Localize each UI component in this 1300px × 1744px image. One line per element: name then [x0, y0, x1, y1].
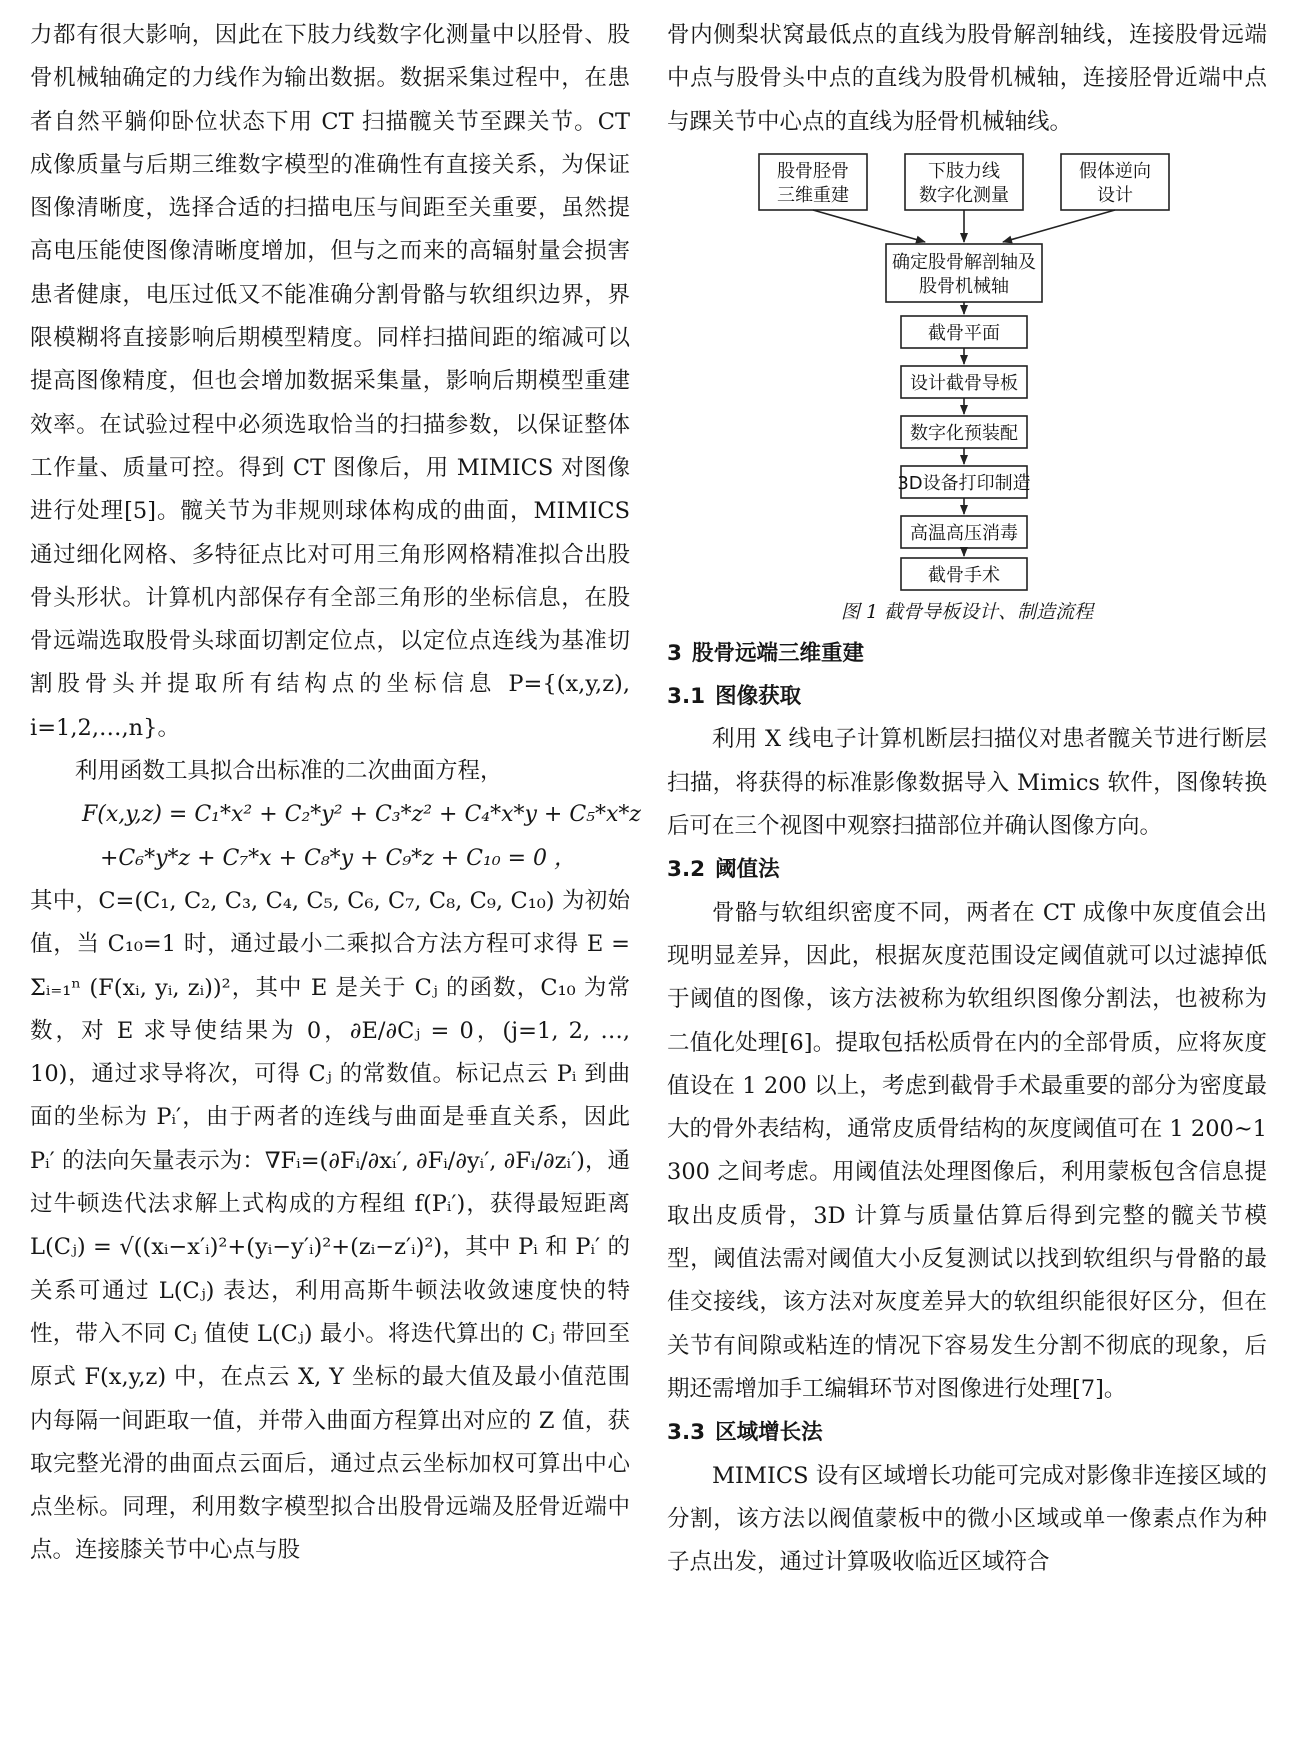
section-number: 3.1: [667, 684, 706, 710]
flow-step-osteotomy-plane: [901, 316, 1027, 348]
left-paragraph-3: 其中，C=(C₁, C₂, C₃, C₄, C₅, C₆, C₇, C₈, C₉, C₁₀) 为初始值，当 C₁₀=1 时，通过最小二乘拟合方法方程可求得 E = Σᵢ₌₁ⁿ (F(xᵢ, yᵢ, zᵢ))²，其中 E 是关于 Cⱼ 的函数，C₁₀ 为常数，对 E 求导使结果为 0，∂E/∂Cⱼ = 0，(j=1, 2, …, 10)，通过求导将次，可得 Cⱼ 的常数值。标记点云 Pᵢ 到曲面的坐标为 Pᵢ′，由于两者的连线与曲面是垂直关系，因此 Pᵢ′ 的法向矢量表示为：∇Fᵢ=(∂Fᵢ/∂xᵢ′, ∂Fᵢ/∂yᵢ′, ∂Fᵢ/∂zᵢ′)，通过牛顿迭代法求解上式构成的方程组 f(Pᵢ′)，获得最短距离 L(Cⱼ) = √((xᵢ−x′ᵢ)²+(yᵢ−y′ᵢ)²+(zᵢ−z′ᵢ)²)，其中 Pᵢ 和 Pᵢ′ 的关系可通过 L(Cⱼ) 表达，利用高斯牛顿法收敛速度快的特性，带入不同 Cⱼ 值使 L(Cⱼ) 最小。将迭代算出的 Cⱼ 带回至原式 F(x,y,z) 中，在点云 X, Y 坐标的最大值及最小值范围内每隔一间距取一值，并带入曲面方程算出对应的 Z 值，获取完整光滑的曲面点云面后，通过点云坐标加权可算出中心点坐标。同理，利用数字模型拟合出股骨远端及胫骨近端中点。连接膝关节中心点与股: [30, 887, 630, 1564]
flow-step-sterilization: [901, 516, 1027, 548]
section-3-1-text: 利用 X 线电子计算机断层扫描仪对患者髋关节进行断层扫描，将获得的标准影像数据导入 Mimics 软件，图像转换后可在三个视图中观察扫描部位并确认图像方向。: [667, 726, 1267, 840]
flow-step-label: 高温高压消毒: [910, 522, 1018, 544]
section-3-3-text: MIMICS 设有区域增长功能可完成对影像非连接区域的分割，该方法以阀值蒙板中的微小区域或单一像素点作为种子点出发，通过计算吸收临近区域符合: [667, 1462, 1267, 1576]
flow-box-label: 设计: [1097, 184, 1133, 206]
flow-step-label: 数字化预装配: [910, 422, 1018, 444]
section-number: 3.3: [667, 1420, 706, 1446]
right-paragraph-1: 骨内侧梨状窝最低点的直线为股骨解剖轴线，连接股骨远端中点与股骨头中点的直线为股骨机械轴，连接胫骨近端中点与踝关节中心点的直线为胫骨机械轴线。: [667, 22, 1267, 135]
flowchart-figure: [747, 152, 1187, 592]
section-3-2-text: 骨骼与软组织密度不同，两者在 CT 成像中灰度值会出现明显差异，因此，根据灰度范围设定阈值就可以过滤掉低于阈值的图像，该方法被称为软组织图像分割法，也被称为二值化处理[6]。提取包括松质骨在内的全部骨质，应将灰度值设在 1 200 以上，考虑到截骨手术最重要的部分为密度最大的骨外表结构，通常皮质骨结构的灰度阈值可在 1 200~1 300 之间考虑。用阈值法处理图像后，利用蒙板包含信息提取出皮质骨，3D 计算与质量估算后得到完整的髋关节模型，阈值法需对阈值大小反复测试以找到软组织与骨骼的最佳交接线，该方法对灰度差异大的软组织能很好区分，但在关节有间隙或粘连的情况下容易发生分割不彻底的现象，后期还需增加手工编辑环节对图像进行处理[7]。: [667, 899, 1267, 1402]
left-column: [30, 14, 642, 1573]
flow-box-label: 下肢力线: [928, 160, 1000, 182]
flow-step-design-guide: [901, 366, 1027, 398]
flow-box-label: 股骨胫骨: [777, 160, 849, 182]
flow-box-label: 假体逆向: [1079, 160, 1151, 182]
flow-box-digital-measurement: [905, 154, 1023, 210]
flow-box-label: 数字化测量: [919, 184, 1009, 206]
flow-step-3d-printing: [897, 466, 1030, 498]
left-paragraph-2: 利用函数工具拟合出标准的二次曲面方程，: [75, 758, 503, 785]
section-title: 区域增长法: [715, 1420, 823, 1446]
section-heading-3-1: [667, 675, 1267, 718]
flow-box-bone-3d-reconstruction: [759, 154, 867, 210]
flow-step-digital-preassembly: [901, 416, 1027, 448]
flow-box-reverse-design: [1061, 154, 1169, 210]
left-paragraph-1: 力都有很大影响，因此在下肢力线数字化测量中以胫骨、股骨机械轴确定的力线作为输出数据。数据采集过程中，在患者自然平躺仰卧位状态下用 CT 扫描髋关节至踝关节。CT 成像质量与后期三维数字模型的准确性有直接关系，为保证图像清晰度，选择合适的扫描电压与间距至关重要，虽然提高电压能使图像清晰度增加，但与之而来的高辐射量会损害患者健康，电压过低又不能准确分割骨骼与软组织边界，界限模糊将直接影响后期模型精度。同样扫描间距的缩减可以提高图像精度，但也会增加数据采集量，影响后期模型重建效率。在试验过程中必须选取恰当的扫描参数，以保证整体工作量、质量可控。得到 CT 图像后，用 MIMICS 对图像进行处理[5]。髋关节为非规则球体构成的曲面，MIMICS 通过细化网格、多特征点比对可用三角形网格精准拟合出股骨头形状。计算机内部保存有全部三角形的坐标信息，在股骨远端选取股骨头球面切割定位点，以定位点连线为基准切割股骨头并提取所有结构点的坐标信息 P={(x,y,z), i=1,2,…,n}。: [30, 22, 630, 741]
right-column: [667, 14, 1267, 1584]
section-heading-3-3: [667, 1411, 1267, 1454]
flow-step-label: 3D设备打印制造: [897, 472, 1031, 494]
flow-arrow: [813, 210, 925, 242]
flow-box-label: 三维重建: [777, 184, 849, 206]
flow-arrow: [1003, 210, 1115, 242]
flow-box-label: 股骨机械轴: [919, 275, 1009, 297]
flow-box-label: 确定股骨解剖轴及: [892, 251, 1036, 273]
section-heading-3: [667, 632, 1267, 675]
section-title: 股骨远端三维重建: [691, 640, 864, 666]
flow-step-label: 截骨平面: [928, 322, 1000, 344]
flow-step-label: 截骨手术: [928, 564, 1000, 586]
section-title: 图像获取: [715, 684, 802, 710]
section-number: 3: [667, 640, 682, 666]
quadric-equation-line-2: +C₆*y*z + C₇*x + C₈*y + C₉*z + C₁₀ = 0 ，: [100, 845, 577, 871]
quadric-equation-line-1: F(x,y,z) = C₁*x² + C₂*y² + C₃*z² + C₄*x*y + C₅*x*z: [82, 802, 642, 828]
section-heading-3-2: [667, 848, 1267, 891]
figure-caption: 图 1 截骨导板设计、制造流程: [840, 600, 1094, 623]
flow-step-osteotomy-surgery: [901, 558, 1027, 590]
flow-box-determine-axes: [886, 244, 1042, 302]
section-title: 阈值法: [715, 857, 780, 883]
flow-step-label: 设计截骨导板: [910, 372, 1018, 394]
section-number: 3.2: [667, 857, 706, 883]
